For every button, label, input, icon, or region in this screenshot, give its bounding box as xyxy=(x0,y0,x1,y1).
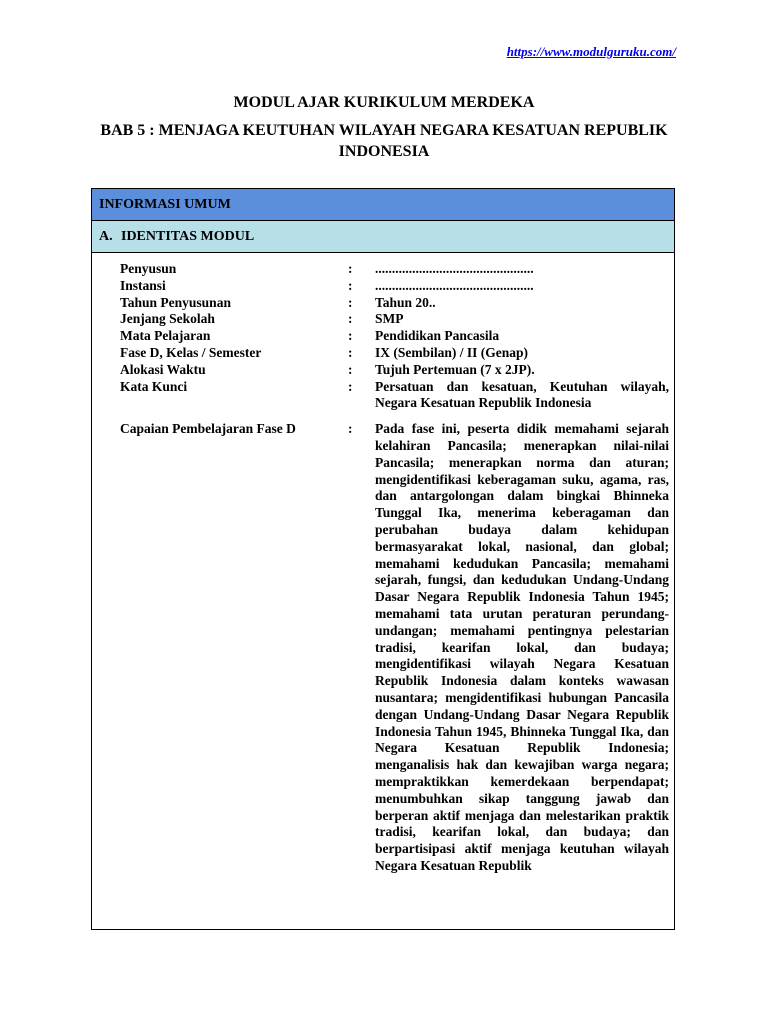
field-value: SMP xyxy=(375,311,404,327)
field-value: Pada fase ini, peserta didik memahami sejarah kelahiran Pancasila; menerapkan nilai-nilai Pancasila; menerapkan norma dan aturan; mengidentifikasi keberagaman suku, agama, ras, dan antargolongan dalam bingkai Bhinneka Tunggal Ika, menerima keberagaman dan perubahan budaya dalam kehidupan bermasyarakat lokal, nasional, dan global; memahami kedudukan Pancasila; memahami sejarah, fungsi, dan kedudukan Undang-Undang Dasar Negara Republik Indonesia Tahun 1945; memahami tata urutan peraturan perundang-undangan; memahami pentingnya pelestarian tradisi, kearifan lokal, dan budaya; mengidentifikasi wilayah Negara Kesatuan Republik Indonesia dalam konteks wawasan nusantara; mengidentifikasi hubungan Pancasila dengan Undang-Undang Dasar Negara Republik Indonesia Tahun 1945, Bhinneka Tunggal Ika, dan Negara Kesatuan Republik Indonesia; menganalisis hak dan kewajiban warga negara; mempraktikkan kemerdekaan berpendapat; menumbuhkan sikap tanggung jawab dan berperan aktif menjaga dan melestarikan praktik tradisi, kearifan lokal, dan budaya; dan berpartisipasi aktif menjaga keutuhan wilayah Negara Kesatuan Republik xyxy=(375,421,669,873)
identity-fields xyxy=(92,253,674,875)
field-alokasi-waktu xyxy=(120,362,674,379)
field-label: Tahun Penyusunan xyxy=(120,294,231,310)
field-colon: : xyxy=(348,344,353,360)
field-colon: : xyxy=(348,261,353,276)
chapter-title: BAB 5 : MENJAGA KEUTUHAN WILAYAH NEGARA KESATUAN REPUBLIK INDONESIA xyxy=(100,122,668,160)
field-label: Fase D, Kelas / Semester xyxy=(120,344,262,360)
field-fase-kelas-semester xyxy=(120,345,674,362)
field-label: Kata Kunci xyxy=(120,378,188,394)
field-kata-kunci xyxy=(120,379,674,413)
field-value: ............................................... xyxy=(375,277,534,293)
field-label: Jenjang Sekolah xyxy=(120,311,215,327)
field-tahun-penyusunan xyxy=(120,295,674,312)
website-link[interactable]: https://www.modulguruku.com/ xyxy=(506,44,676,59)
field-value: Tahun 20.. xyxy=(375,294,436,310)
field-label: Alokasi Waktu xyxy=(120,361,206,377)
subsection-title: IDENTITAS MODUL xyxy=(121,228,255,244)
field-value: Pendidikan Pancasila xyxy=(375,328,500,344)
field-colon: : xyxy=(348,378,353,394)
field-colon: : xyxy=(348,311,353,327)
field-value: Persatuan dan kesatuan, Keutuhan wilayah, Negara Kesatuan Republik Indonesia xyxy=(375,378,669,411)
field-label: Penyusun xyxy=(120,261,177,276)
field-value: ............................................... xyxy=(375,261,534,276)
field-colon: : xyxy=(348,277,353,293)
field-mata-pelajaran xyxy=(120,328,674,345)
section-header-informasi-umum xyxy=(92,189,674,221)
field-colon: : xyxy=(348,361,353,377)
field-capaian-pembelajaran xyxy=(120,421,674,875)
field-value: Tujuh Pertemuan (7 x 2JP). xyxy=(375,361,535,377)
field-colon: : xyxy=(348,328,353,344)
field-colon: : xyxy=(348,421,353,437)
field-jenjang-sekolah xyxy=(120,311,674,328)
document-title: MODUL AJAR KURIKULUM MERDEKA xyxy=(233,94,535,111)
field-penyusun xyxy=(120,261,674,278)
field-instansi xyxy=(120,278,674,295)
field-label: Instansi xyxy=(120,277,166,293)
field-label: Mata Pelajaran xyxy=(120,328,211,344)
field-label: Capaian Pembelajaran Fase D xyxy=(120,421,296,437)
module-info-table xyxy=(91,188,675,930)
field-colon: : xyxy=(348,294,353,310)
subsection-header-identitas-modul xyxy=(92,221,674,253)
section-header-label: INFORMASI UMUM xyxy=(99,196,231,212)
subsection-letter: A. xyxy=(99,228,113,244)
field-value: IX (Sembilan) / II (Genap) xyxy=(375,344,529,360)
